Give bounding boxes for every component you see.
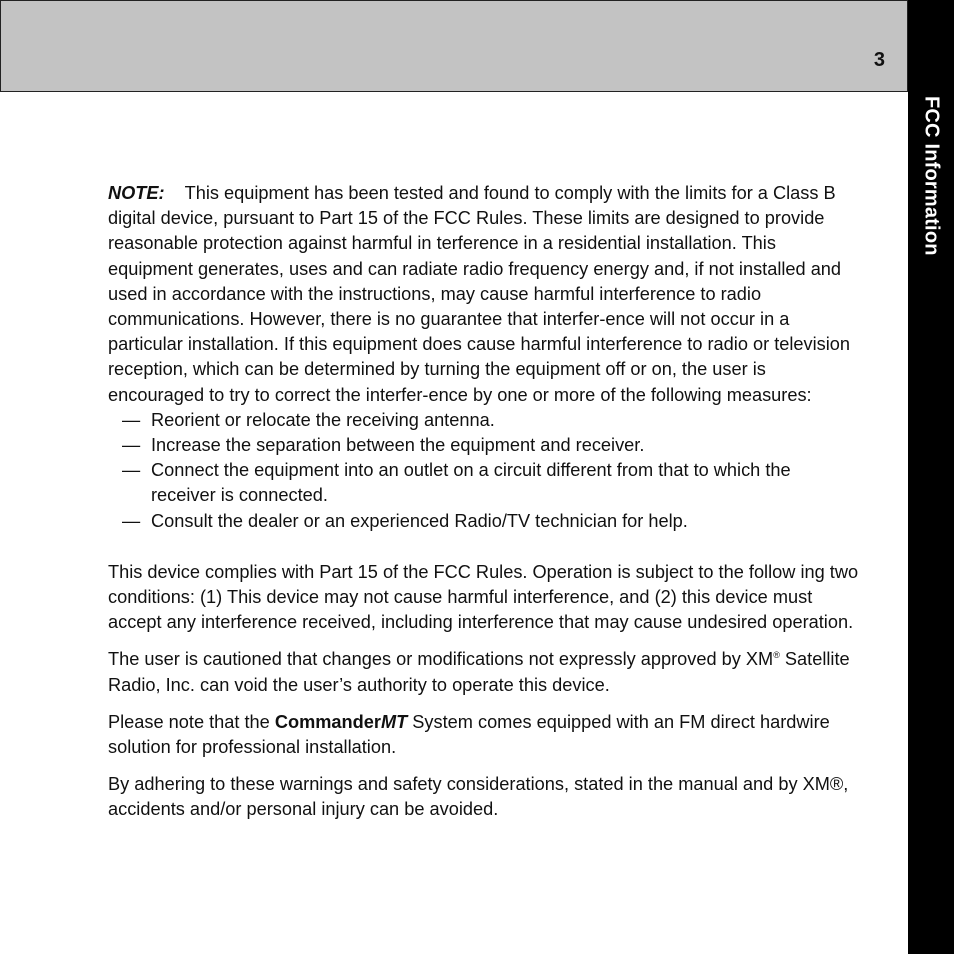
- list-item: [108, 408, 860, 433]
- caution-text-start: The user is cautioned that changes or modifications not expressly approved by XM: [108, 649, 774, 670]
- list-item-text: Consult the dealer or an experienced Radio/TV technician for help.: [151, 510, 688, 531]
- document-body: [108, 181, 860, 823]
- page-number: 3: [873, 49, 885, 71]
- warnings-paragraph: By adhering to these warnings and safety considerations, stated in the manual and by XM®, accidents and/or personal injury can be avoided.: [108, 774, 849, 820]
- caution-paragraph: [108, 647, 860, 697]
- compliance-paragraph: This device complies with Part 15 of the FCC Rules. Operation is subject to the follow ing two conditions: (1) This device may not cause harmful interference, and (2) this device must accept any interference received, including interference that may cause undesired operation.: [108, 561, 859, 633]
- side-tab-label: FCC Information: [920, 96, 943, 256]
- fm-note-text-start: Please note that the: [108, 711, 275, 732]
- note-text: This equipment has been tested and found to comply with the limits for a Class B digital device, pursuant to Part 15 of the FCC Rules. These limits are designed to provide reasonable protection against harmful in terference in a residential installation. This equipment generates, uses and can radiate radio frequency energy and, if not installed and used in accordance with the instructions, may cause harmful interference to radio communications. However, there is no guarantee that interfer-ence will not occur in a particular installation. If this equipment does cause harmful interference to radio or television reception, which can be determined by turning the equipment off or on, the user is encouraged to try to correct the interfer-ence by one or more of the following measures:: [108, 183, 851, 405]
- side-tab: [908, 0, 954, 954]
- list-item: [108, 433, 860, 458]
- product-name-suffix: MT: [380, 711, 408, 732]
- measures-list: [108, 408, 860, 534]
- fm-note-text-end: System comes equipped with an FM direct hardwire solution for professional installation.: [108, 711, 830, 758]
- list-item-text: Reorient or relocate the receiving antenna.: [151, 409, 495, 430]
- list-item: [108, 509, 860, 534]
- list-dash: —: [122, 510, 141, 531]
- list-dash: —: [122, 409, 141, 430]
- header-band: [0, 0, 908, 92]
- product-name-main: Commander: [274, 711, 381, 732]
- note-paragraph: [108, 181, 860, 408]
- fm-note-paragraph: [108, 710, 860, 760]
- note-label: NOTE:: [108, 183, 165, 203]
- registered-mark: ®: [773, 650, 780, 661]
- list-item-text: Connect the equipment into an outlet on a circuit different from that to which the receiver is connected.: [151, 460, 791, 506]
- list-dash: —: [122, 460, 141, 481]
- list-dash: —: [122, 435, 141, 456]
- caution-text-end: Satellite Radio, Inc. can void the user’s authority to operate this device.: [108, 649, 850, 695]
- product-name: [275, 712, 407, 732]
- list-item: [108, 458, 860, 508]
- list-item-text: Increase the separation between the equipment and receiver.: [151, 435, 645, 456]
